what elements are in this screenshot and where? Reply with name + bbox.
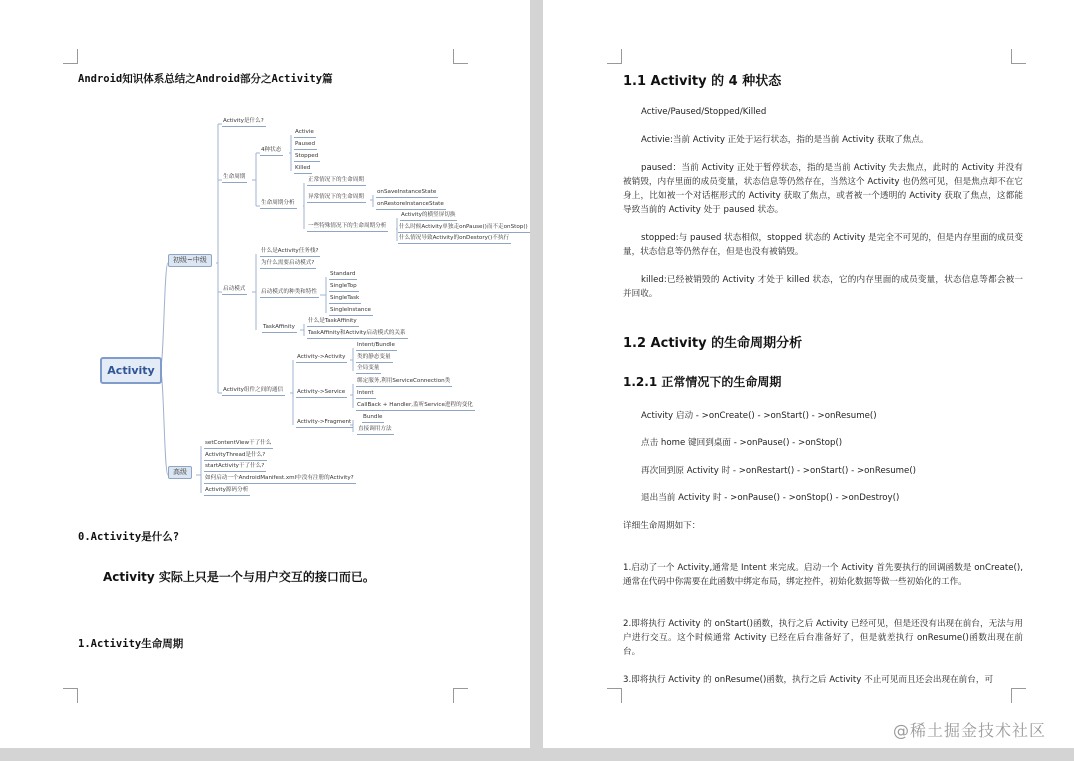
paragraph: 2.即将执行 Activity 的 onStart()函数，执行之后 Activity 已经可见，但是还没有出现在前台，无法与用户进行交互。这个时候通常 Activity 已经在后台准备好了，但是就差执行 onResume()函数出现在前台。: [623, 619, 1023, 657]
mindmap-node: 类的静态变量: [356, 354, 393, 363]
mindmap-node: 生命周期分析: [260, 200, 297, 209]
mindmap-node: Killed: [294, 165, 312, 174]
mindmap-node: 直接调用方法: [357, 426, 394, 435]
paragraph: paused：当前 Activity 正处于暂停状态，指的是当前 Activity 失去焦点，此时的 Activity 并没有被销毁，内存里面的成员变量，状态信息等仍然存在，当然这个 Activity 也仍然可见，但是焦点却不在它身上，比如被一个对话框形式的 Activity 获取了焦点，或者被一个透明的 Activity 获取了焦点，这都能导致当前的 Activity 处于 paused 状态。: [623, 163, 1023, 215]
paragraph: 3.即将执行 Activity 的 onResume()函数，执行之后 Activity 不止可见而且还会出现在前台，可: [623, 675, 994, 685]
mindmap-node: onRestoreInstanceState: [376, 201, 446, 210]
mindmap-node: Activity的横竖屏切换: [400, 212, 457, 221]
mindmap-node: 4种状态: [260, 147, 283, 156]
paragraph: stopped:与 paused 状态相似，stopped 状态的 Activity 是完全不可见的，但是内存里面的成员变量，状态信息等仍然存在，但是也没有被销毁。: [623, 233, 1023, 257]
mindmap-node: 一些特殊情况下的生命周期分析: [307, 223, 388, 232]
heading-1-2: 1.2 Activity 的生命周期分析: [623, 336, 803, 351]
paragraph: 详细生命周期如下：: [623, 521, 701, 531]
mindmap-node: 什么情况导致Activity的onDestory()不执行: [398, 235, 511, 244]
document-page-left: [0, 0, 530, 748]
mindmap-node: Activity->Fragment: [296, 419, 353, 428]
margin-mark: [1011, 688, 1026, 703]
mindmap-node: Stopped: [294, 153, 320, 162]
mindmap-node: startActivity干了什么?: [204, 463, 266, 472]
mindmap-node: onSaveInstanceState: [376, 189, 438, 198]
section-text: Activity 实际上只是一个与用户交互的接口而已。: [103, 570, 375, 584]
mindmap-node: 初级~中级: [168, 254, 212, 267]
margin-mark: [63, 688, 78, 703]
mindmap-node: Paused: [294, 141, 317, 150]
mindmap-node: SingleInstance: [329, 307, 373, 316]
mindmap-node: SingleTask: [329, 295, 361, 304]
mindmap-node: setContentView干了什么: [204, 440, 273, 449]
document-title: Android知识体系总结之Android部分之Activity篇: [78, 73, 333, 85]
mindmap-node: Activity->Service: [296, 389, 347, 398]
mindmap-node: 启动模式的种类和特性: [260, 289, 319, 298]
mindmap-node: Bundle: [362, 414, 384, 423]
mindmap-node: Activity组件之间的通信: [222, 387, 285, 396]
paragraph: Activie:当前 Activity 正处于运行状态，指的是当前 Activity 获取了焦点。: [641, 135, 929, 145]
heading-1-2-1: 1.2.1 正常情况下的生命周期: [623, 375, 782, 389]
mindmap-root-node: Activity: [100, 357, 162, 384]
mindmap-node: 生命周期: [222, 174, 247, 183]
margin-mark: [1011, 49, 1026, 64]
paragraph: 1.启动了一个 Activity,通常是 Intent 来完成。启动一个 Activity 首先要执行的回调函数是 onCreate(),通常在代码中你需要在此函数中绑定布局，绑定控件，初始化数据等做一些初始化的工作。: [623, 563, 1023, 587]
mindmap-node: Activie: [294, 129, 316, 138]
mindmap-node: 什么时候Activity单独走onPause()而不走onStop(): [398, 224, 530, 233]
mindmap-node: CallBack + Handler,监听Service进程的变化: [356, 402, 475, 411]
mindmap-node: Activity->Activity: [296, 354, 347, 363]
mindmap-node: 全局变量: [356, 365, 381, 374]
mindmap-node: SingleTop: [329, 283, 359, 292]
heading-1-1: 1.1 Activity 的 4 种状态: [623, 74, 782, 89]
margin-mark: [607, 49, 622, 64]
mindmap-node: Intent/Bundle: [356, 342, 397, 351]
mindmap-node: TaskAffinity: [262, 324, 297, 333]
lifecycle-flow: 点击 home 键回到桌面 - >onPause() - >onStop(): [641, 438, 843, 448]
lifecycle-flow: 退出当前 Activity 时 - >onPause() - >onStop() - >onDestroy(): [641, 493, 900, 503]
mindmap-node: 如何启动一个AndroidManifest.xml中没有注册的Activity?: [204, 475, 356, 484]
mindmap-node: Standard: [329, 271, 357, 280]
mindmap-node: Intent: [356, 390, 376, 399]
mindmap-node: 高级: [168, 466, 192, 479]
watermark: @稀土掘金技术社区: [893, 721, 1047, 740]
section-heading: 0.Activity是什么?: [78, 531, 180, 543]
mindmap-node: 正常情况下的生命周期: [307, 177, 366, 186]
lifecycle-flow: Activity 启动 - >onCreate() - >onStart() - >onResume(): [641, 411, 877, 421]
margin-mark: [607, 688, 622, 703]
lifecycle-flow: 再次回到原 Activity 时 - >onRestart() - >onStart() - >onResume(): [641, 466, 917, 476]
mindmap-node: TaskAffinity和Activity启动模式的关系: [307, 330, 408, 339]
margin-mark: [453, 688, 468, 703]
mindmap-node: Activity源码分析: [204, 487, 250, 496]
mindmap-node: 异常情况下的生命周期: [307, 194, 366, 203]
mindmap-node: Activity是什么?: [222, 118, 266, 127]
mindmap-node: 启动模式: [222, 286, 247, 295]
paragraph: Active/Paused/Stopped/Killed: [641, 107, 767, 117]
mindmap-node: 为什么需要启动模式?: [260, 260, 316, 269]
section-heading: 1.Activity生命周期: [78, 638, 184, 650]
mindmap-node: 什么是Activity任务栈?: [260, 248, 320, 257]
mindmap-node: 什么是TaskAffinity: [307, 318, 359, 327]
mindmap-node: 绑定服务,利用ServiceConnection类: [356, 378, 452, 387]
mindmap-node: ActivityThread是什么?: [204, 452, 267, 461]
document-page-right: [543, 0, 1074, 748]
paragraph: killed:已经被销毁的 Activity 才处于 killed 状态，它的内存里面的成员变量，状态信息等都会被一并回收。: [623, 275, 1023, 299]
